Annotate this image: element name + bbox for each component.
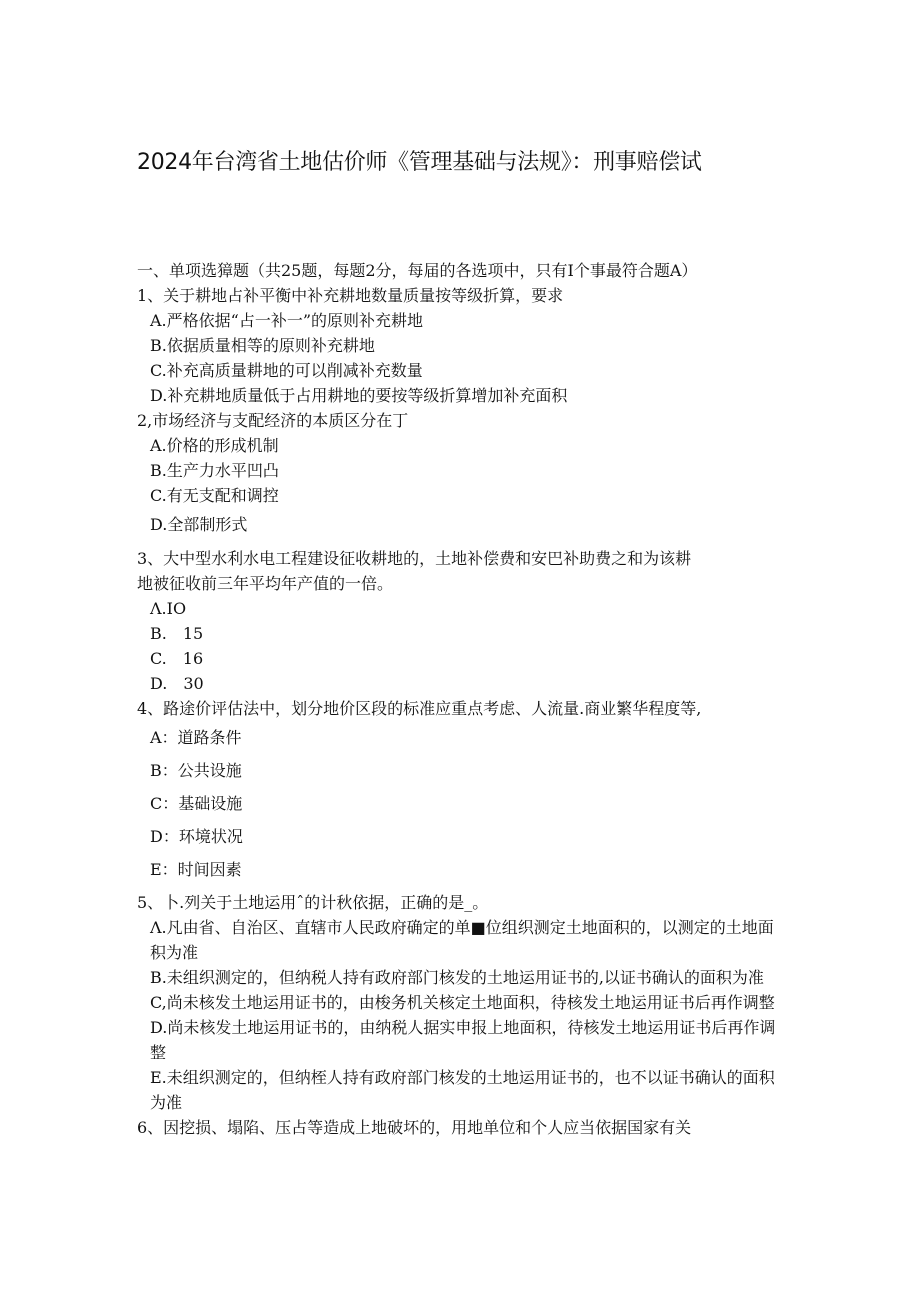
- question-1-option-b: B.依据质量相等的原则补充耕地: [150, 336, 375, 355]
- question-1-stem: 1、关于耕地占补平衡中补充耕地数量质量按等级折算，要求: [137, 286, 564, 305]
- question-body: [137, 258, 787, 1140]
- question-4-option-a: A：道路条件: [150, 728, 242, 747]
- question-2-option-b: B.生产力水平凹凸: [150, 461, 279, 480]
- question-4-stem: 4、路途价评估法中，划分地价区段的标准应重点考虑、人流量.商业繁华程度等,: [137, 699, 702, 718]
- question-4-option-e: E：时间因素: [150, 860, 242, 879]
- question-5-option-d: D.尚未核发土地运用证书的，由纳税人据实申报上地面积，待核发土地运用证书后再作调整: [150, 1018, 776, 1062]
- section-header: 一、单项选獐题（共25题，每题2分，每届的各选项中，只有I个事最符合题A）: [137, 261, 698, 280]
- question-2-option-a: A.价格的形成机制: [150, 436, 279, 455]
- question-1-option-c: C.补充高质量耕地的可以削减补充数量: [150, 361, 423, 380]
- question-4-option-c: C：基础设施: [150, 794, 243, 813]
- question-1-option-a: A.严格依据“占一补一”的原则补充耕地: [150, 311, 424, 330]
- question-3-stem-line-1: 3、大中型水利水电工程建设征收耕地的，土地补偿费和安巴补助费之和为该耕: [137, 549, 692, 568]
- question-5-option-b: B.未组织测定的，但纳税人持有政府部门核发的土地运用证书的,以证书确认的面积为准: [150, 968, 764, 987]
- question-5-option-e: E.未组织测定的，但纳桎人持有政府部门核发的土地运用证书的，也不以证书确认的面积为准: [150, 1068, 775, 1112]
- question-3-stem-line-2: 地被征收前三年平均年产值的一倍。: [137, 574, 394, 593]
- question-3-option-b: B. 15: [150, 624, 204, 643]
- question-4-option-b: B：公共设施: [150, 761, 242, 780]
- question-2-option-d: D.全部制形式: [150, 515, 248, 534]
- question-1-option-d: D.补充耕地质量低于占用耕地的要按等级折算增加补充面积: [150, 386, 568, 405]
- question-2-option-c: C.有无支配和调控: [150, 486, 279, 505]
- question-3-option-d: D. 30: [150, 674, 204, 693]
- question-6-stem: 6、因挖损、塌陷、压占等造成上地破坏的，用地单位和个人应当依据国家有关: [137, 1118, 692, 1137]
- question-4-option-d: D：环境状况: [150, 827, 243, 846]
- question-5-option-c: C,尚未核发土地运用证书的，由梭务机关核定土地面积，待核发土地运用证书后再作调整: [150, 993, 775, 1012]
- document-title: 2024年台湾省土地估价师《管理基础与法规》：刑事赔偿试: [137, 150, 702, 175]
- question-2-stem: 2,市场经济与支配经济的本质区分在丁: [137, 411, 409, 430]
- question-3-option-a: Λ.IO: [150, 599, 187, 618]
- question-3-option-c: C. 16: [150, 649, 204, 668]
- question-5-option-a: Λ.凡由省、自治区、直辖市人民政府确定的单■位组织测定土地面积的，以测定的土地面积为准: [150, 918, 774, 962]
- question-5-stem: 5、卜.列关于土地运用ˆ的计秋依据，正确的是_。: [137, 893, 489, 912]
